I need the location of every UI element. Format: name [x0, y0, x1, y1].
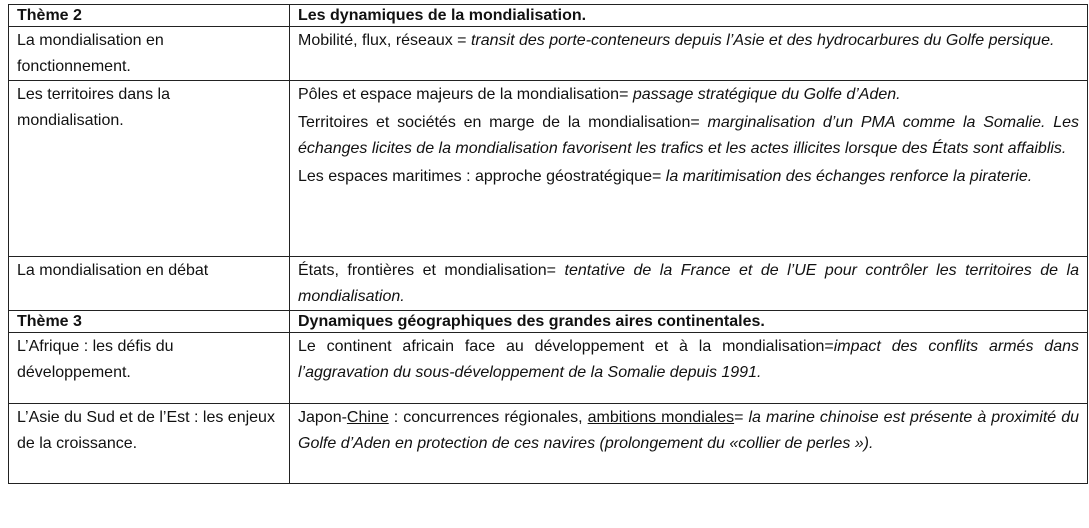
- content-italic: la marine chinoise est présente à proximité du Golfe d’Aden en protection de ces navires (prolongement du «collier de perles »).: [298, 409, 1080, 452]
- content-chine-underlined: Chine: [346, 409, 389, 426]
- content-japon: Japon-: [298, 409, 347, 426]
- content-ambitions-underlined: ambitions mondiales: [587, 409, 735, 426]
- table-row-territoires: [9, 81, 1088, 257]
- content-plain: Le continent africain face au développement et à la mondialisation=: [298, 338, 834, 355]
- row-label-fonctionnement: La mondialisation en fonctionnement.: [9, 27, 290, 81]
- content-italic: marginalisation d’un PMA comme la Somalie. Les échanges licites de la mondialisation favorisent les trafics et les actes illicites lorsque des États sont affaiblis.: [298, 114, 1080, 157]
- content-equals: =: [734, 409, 749, 426]
- theme-2-title: Les dynamiques de la mondialisation.: [290, 5, 1088, 27]
- row-label-afrique: L’Afrique : les défis du développement.: [9, 333, 290, 404]
- row-label-asie: L’Asie du Sud et de l’Est : les enjeux de la croissance.: [9, 404, 290, 484]
- content-plain: : concurrences régionales,: [388, 409, 588, 426]
- paragraph-maritimes: [298, 164, 1079, 190]
- theme-2-header-row: [9, 5, 1088, 27]
- row-label-debat: La mondialisation en débat: [9, 257, 290, 311]
- table-row-asie: [9, 404, 1088, 484]
- content-italic: passage stratégique du Golfe d’Aden.: [632, 86, 901, 103]
- theme-3-header-row: [9, 311, 1088, 333]
- row-content-debat: [290, 257, 1088, 311]
- content-plain: États, frontières et mondialisation=: [298, 262, 565, 279]
- row-label-territoires: Les territoires dans la mondialisation.: [9, 81, 290, 257]
- row-content-asie: [290, 404, 1088, 484]
- curriculum-table: [8, 4, 1088, 484]
- theme-2-label: Thème 2: [9, 5, 290, 27]
- row-content-afrique: [290, 333, 1088, 404]
- content-italic: transit des porte-conteneurs depuis l’Asie et des hydrocarbures du Golfe persique.: [470, 32, 1055, 49]
- paragraph-marge: [298, 110, 1079, 162]
- table-row-afrique: [9, 333, 1088, 404]
- row-content-territoires: [290, 81, 1088, 257]
- content-italic: la maritimisation des échanges renforce la piraterie.: [665, 168, 1033, 185]
- content-italic: impact des conflits armés dans l’aggravation du sous-développement de la Somalie depuis 1991.: [298, 338, 1079, 381]
- theme-3-label: Thème 3: [9, 311, 290, 333]
- content-italic: tentative de la France et de l’UE pour contrôler les territoires de la mondialisation.: [298, 262, 1079, 305]
- content-plain: Les espaces maritimes : approche géostratégique=: [298, 168, 666, 185]
- table-row-fonctionnement: [9, 27, 1088, 81]
- content-plain: Territoires et sociétés en marge de la mondialisation=: [298, 114, 708, 131]
- table-row-debat: [9, 257, 1088, 311]
- content-plain: Mobilité, flux, réseaux =: [298, 32, 471, 49]
- row-content-fonctionnement: [290, 27, 1088, 81]
- theme-3-title: Dynamiques géographiques des grandes aires continentales.: [290, 311, 1088, 333]
- content-plain: Pôles et espace majeurs de la mondialisation=: [298, 86, 633, 103]
- paragraph-poles: [298, 82, 1079, 108]
